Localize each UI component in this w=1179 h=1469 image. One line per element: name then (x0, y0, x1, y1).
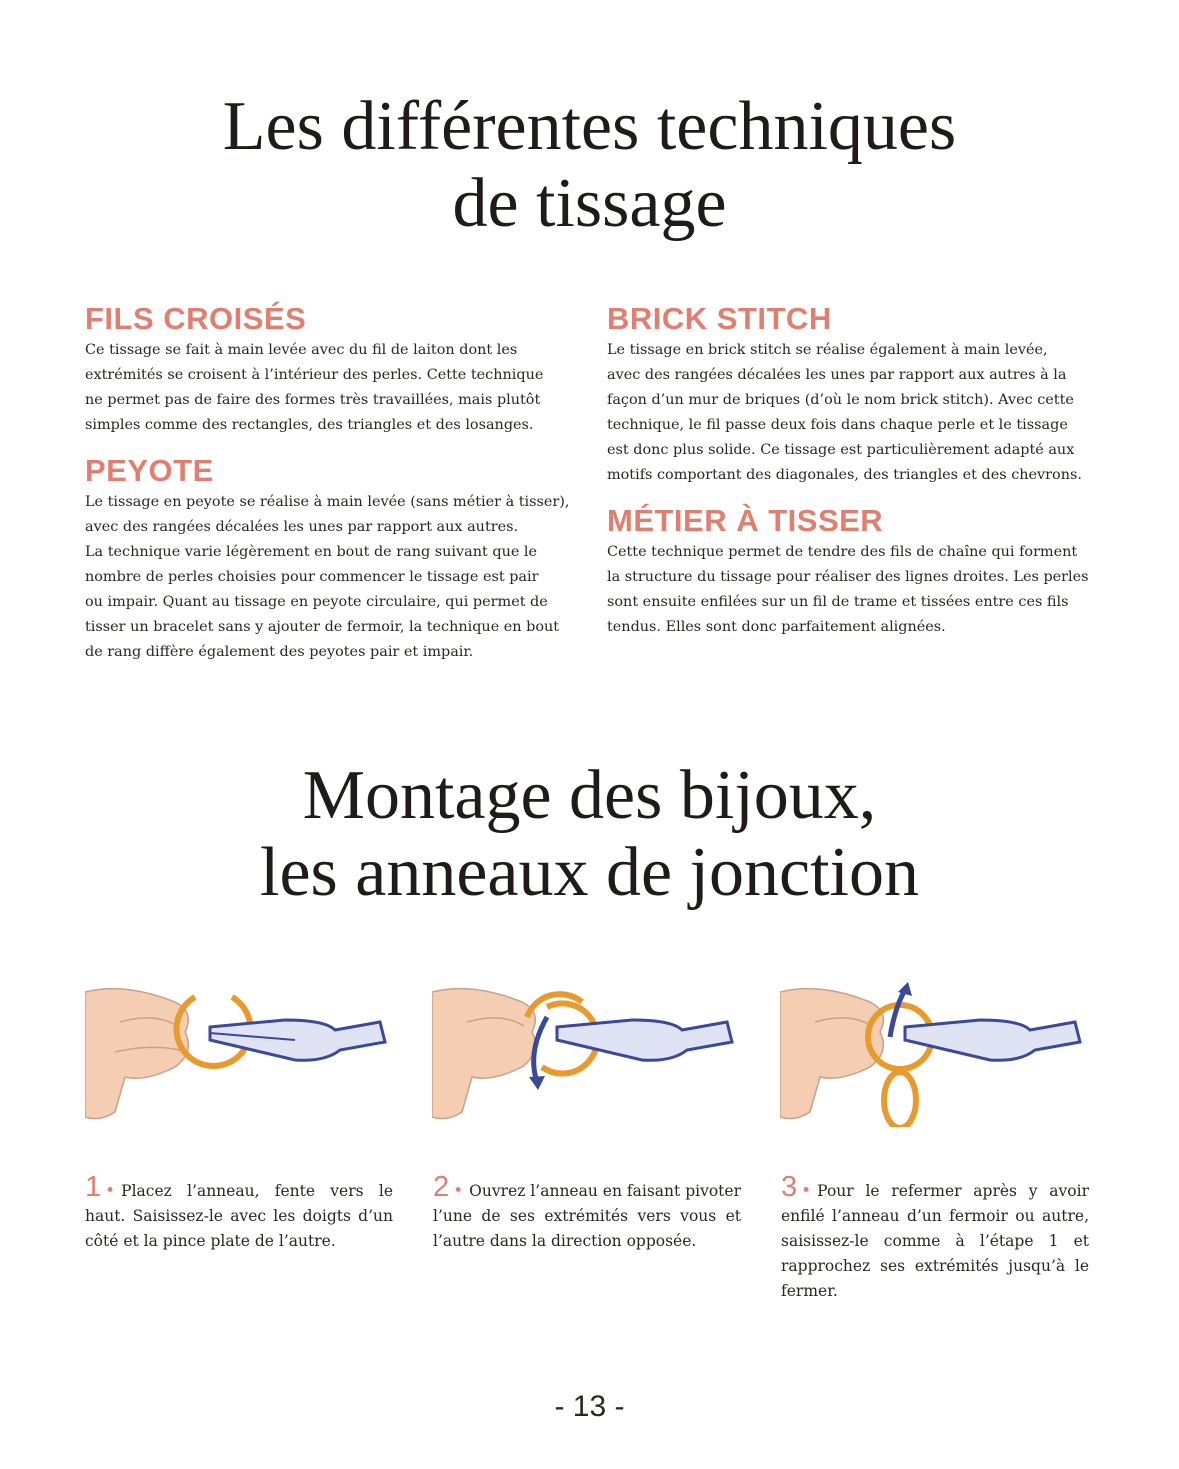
section-title-montage (0, 757, 1179, 911)
page-title (0, 88, 1179, 242)
heading-peyote: PEYOTE (85, 453, 214, 488)
text-fils-croises: Ce tissage se fait à main levée avec du fil de laiton dont les extrémités se croisent à l’intérieur des perles. Cette technique ne permet pas de faire des formes très travaillées, mais plutôt simples comme des rectangles, des triangles et des losanges. (85, 342, 544, 433)
left-column (85, 300, 575, 679)
step-1-number: 1 (85, 1171, 102, 1203)
heading-brick-stitch: BRICK STITCH (607, 301, 832, 336)
step-3 (781, 1171, 1089, 1304)
step-3-text: Pour le refermer après y avoir enfilé l’anneau d’un fermoir ou autre, saisissez-le comme à l’étape 1 et rapprochez ses extrémités jusqu’à le fermer. (781, 1182, 1089, 1300)
text-peyote: Le tissage en peyote se réalise à main levée (sans métier à tisser), avec des rangées décalées les unes par rapport aux autres. La technique varie légèrement en bout de rang suivant que le nombre de perles choisies pour commencer le tissage est pair ou impair. Quant au tissage en peyote circulaire, qui permet de tisser un bracelet sans y ajouter de fermoir, la technique en bout de rang diffère également des peyotes pair et impair. (85, 494, 570, 660)
title-line-2: de tissage (452, 165, 727, 242)
pliers-icon (210, 1020, 385, 1060)
pliers-icon (557, 1020, 732, 1060)
step-bullet: • (105, 1181, 116, 1201)
right-column (607, 300, 1097, 654)
step-1-illustration (85, 982, 395, 1127)
step-1 (85, 1171, 393, 1254)
page-number: - 13 - (554, 1390, 625, 1423)
heading-fils-croises: FILS CROISÉS (85, 301, 307, 336)
text-metier: Cette technique permet de tendre des fils de chaîne qui forment la structure du tissage pour réaliser des lignes droites. Les perles sont ensuite enfilées sur un fil de trame et tissées entre ces fils tendus. Elles sont donc parfaitement alignées. (607, 544, 1089, 635)
title-line-1: Les différentes techniques (222, 88, 957, 165)
step-bullet: • (453, 1181, 464, 1201)
pliers-icon (905, 1020, 1080, 1060)
montage-line-1: Montage des bijoux, (302, 757, 877, 834)
montage-line-2: les anneaux de jonction (260, 834, 919, 911)
hand-icon (780, 989, 883, 1119)
step-bullet: • (801, 1181, 812, 1201)
step-3-number: 3 (781, 1171, 798, 1203)
step-3-illustration (780, 982, 1090, 1127)
step-2 (433, 1171, 741, 1254)
step-1-text: Placez l’anneau, fente vers le haut. Saisissez-le avec les doigts d’un côté et la pince plate de l’autre. (85, 1182, 393, 1250)
hand-icon (432, 989, 535, 1119)
heading-metier: MÉTIER À TISSER (607, 503, 884, 538)
step-2-text: Ouvrez l’anneau en faisant pivoter l’une de ses extrémités vers vous et l’autre dans la direction opposée. (433, 1182, 741, 1250)
hand-icon (85, 989, 188, 1119)
step-2-number: 2 (433, 1171, 450, 1203)
text-brick-stitch: Le tissage en brick stitch se réalise également à main levée, avec des rangées décalées les unes par rapport aux autres à la façon d’un mur de briques (d’où le nom brick stitch). Avec cette technique, le fil passe deux fois dans chaque perle et le tissage est donc plus solide. Ce tissage est particulièrement adapté aux motifs comportant des diagonales, des triangles et des chevrons. (607, 342, 1082, 483)
step-2-illustration (432, 982, 742, 1127)
